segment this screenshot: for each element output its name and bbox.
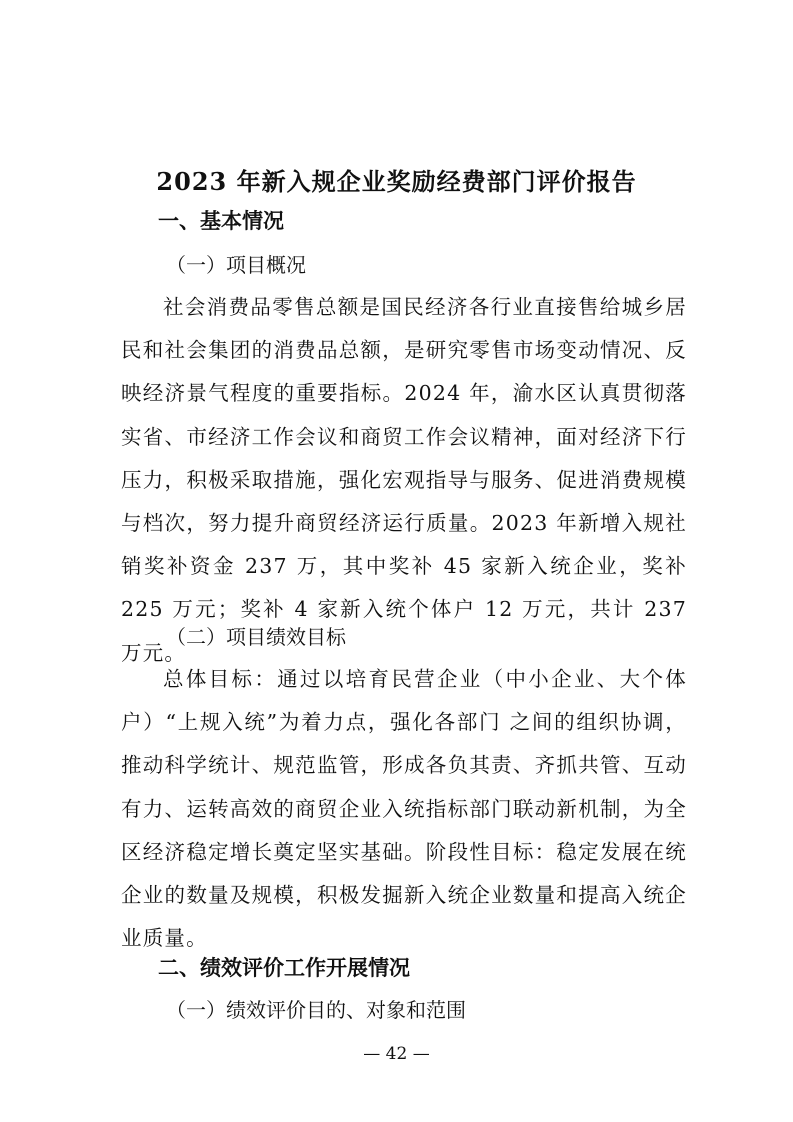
paragraph-project-overview: 社会消费品零售总额是国民经济各行业直接售给城乡居民和社会集团的消费品总额，是研究零售市场变动情况、反映经济景气程度的重要指标。2024 年，渝水区认真贯彻落实省、市经济工作会议和商贸工作会议精神，面对经济下行压力，积极采取措施，强化宏观指导与服务、促进消费规模与档次，努力提升商贸经济运行质量。2023 年新增入规社销奖补资金 237 万，其中奖补 45 家新入统企业，奖补 225 万元；奖补 4 家新入统个体户 12 万元，共计 237 万元。 — [121, 295, 687, 665]
subsection-heading-performance-goals: （二）项目绩效目标 — [166, 625, 346, 649]
subsection-heading-project-overview: （一）项目概况 — [166, 253, 306, 277]
paragraph-performance-goals: 总体目标：通过以培育民营企业（中小企业、大个体户）“上规入统”为着力点，强化各部门 之间的组织协调，推动科学统计、规范监管，形成各负其责、齐抓共管、互动有力、运转高效的商贸企业入统指标部门联动新机制，为全区经济稳定增长奠定坚实基础。阶段性目标：稳定发展在统企业的数量及规模，积极发掘新入统企业数量和提高入统企业质量。 — [121, 667, 687, 951]
section-heading-evaluation-work: 二、绩效评价工作开展情况 — [158, 955, 410, 980]
page-number: — 42 — — [363, 1044, 430, 1064]
section-heading-basic-info: 一、基本情况 — [158, 208, 284, 233]
document-title: 2023 年新入规企业奖励经费部门评价报告 — [156, 167, 637, 196]
subsection-heading-evaluation-purpose: （一）绩效评价目的、对象和范围 — [166, 998, 466, 1022]
